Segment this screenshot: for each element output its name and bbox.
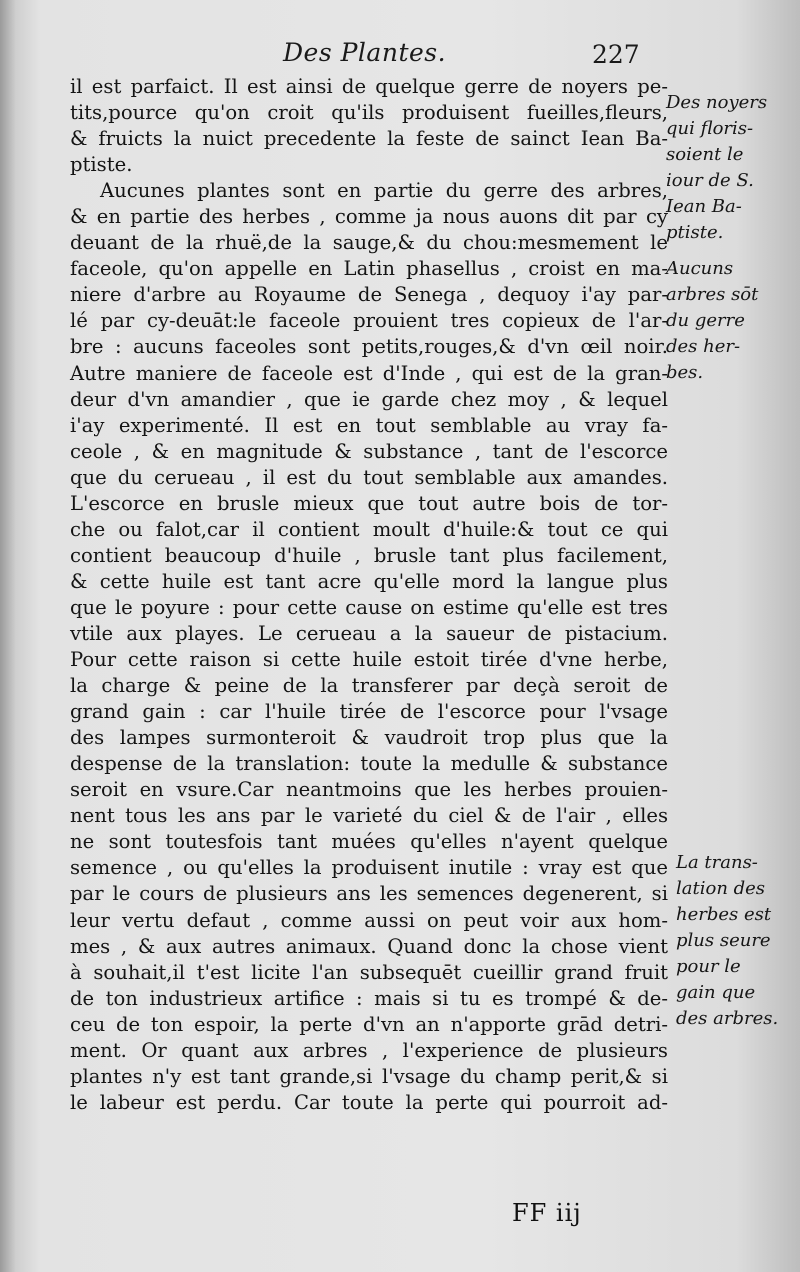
text-line: nent tous les ans par le varieté du ciel & de l'air , elles <box>70 804 668 828</box>
text-line: tits,pource qu'on croit qu'ils produisent fueilles,fleurs, <box>70 101 668 125</box>
text-line: que le poyure : pour cette cause on estime qu'elle est tres <box>70 595 668 619</box>
text-line: leur vertu defaut , comme aussi on peut voir aux hom- <box>70 908 668 932</box>
text-line: deuant de la rhuë,de la sauge,& du chou:mesmement le <box>70 231 668 255</box>
main-text-block <box>70 74 668 1116</box>
signature-mark: FF iij <box>512 1199 582 1227</box>
text-line: niere d'arbre au Royaume de Senega , dequoy i'ay par- <box>70 283 668 307</box>
text-line: mes , & aux autres animaux. Quand donc la chose vient <box>70 934 668 958</box>
margin-note-line: pour le <box>676 956 741 977</box>
text-line: Pour cette raison si cette huile estoit tirée d'vne herbe, <box>70 648 668 672</box>
text-line: Aucunes plantes sont en partie du gerre des arbres, <box>100 179 668 203</box>
margin-note-walnuts <box>666 90 796 246</box>
margin-note-line: iour de S. <box>666 170 754 191</box>
text-line: ptiste. <box>70 153 133 177</box>
text-line: despense de la translation: toute la medulle & substance <box>70 752 668 776</box>
margin-note-line: Aucuns <box>666 258 734 279</box>
text-line: ment. Or quant aux arbres , l'experience de plusieurs <box>70 1038 668 1062</box>
margin-note-line: bes. <box>666 362 704 383</box>
margin-note-line: du gerre <box>666 310 745 331</box>
text-line: semence , ou qu'elles la produisent inutile : vray est que <box>70 856 668 880</box>
margin-note-line: herbes est <box>676 904 772 925</box>
running-head: Des Plantes. <box>283 38 447 67</box>
page-number: 227 <box>592 40 640 69</box>
text-line: lé par cy-deuāt:le faceole prouient tres copieux de l'ar- <box>70 309 668 333</box>
margin-note-line: soient le <box>666 144 744 165</box>
text-line: contient beaucoup d'huile , brusle tant plus facilement, <box>70 543 668 567</box>
text-line: bre : aucuns faceoles sont petits,rouges,& d'vn œil noir. <box>70 335 668 359</box>
margin-note-line: lation des <box>676 878 766 899</box>
text-line: grand gain : car l'huile tirée de l'escorce pour l'vsage <box>70 700 668 724</box>
margin-note-line: qui floris- <box>666 118 754 139</box>
text-line: i'ay experimenté. Il est en tout semblable au vray fa- <box>70 413 668 437</box>
text-line: vtile aux playes. Le cerueau a la saueur de pistacium. <box>70 621 668 645</box>
margin-note-line: gain que <box>676 982 756 1003</box>
margin-note-line: arbres sōt <box>666 284 759 305</box>
text-line: plantes n'y est tant grande,si l'vsage du champ perit,& si <box>70 1064 668 1088</box>
text-line: che ou falot,car il contient moult d'huile:& tout ce qui <box>70 517 668 541</box>
text-line: deur d'vn amandier , que ie garde chez moy , & lequel <box>70 387 668 411</box>
margin-note-line: ptiste. <box>666 222 724 243</box>
text-line: ceole , & en magnitude & substance , tant de l'escorce <box>70 439 668 463</box>
text-line: des lampes surmonteroit & vaudroit trop plus que la <box>70 726 668 750</box>
margin-note-line: des her- <box>666 336 741 357</box>
margin-note-trees-herbs <box>666 256 796 386</box>
text-line: il est parfaict. Il est ainsi de quelque gerre de noyers pe- <box>70 75 668 98</box>
margin-note-line: Iean Ba- <box>666 196 742 217</box>
text-line: L'escorce en brusle mieux que tout autre bois de tor- <box>70 491 668 515</box>
text-line: & fruicts la nuict precedente la feste de sainct Iean Ba- <box>70 127 668 151</box>
text-line: la charge & peine de la transferer par deçà seroit de <box>70 674 668 698</box>
text-line: & cette huile est tant acre qu'elle mord la langue plus <box>70 569 668 593</box>
text-line: de ton industrieux artifice : mais si tu es trompé & de- <box>70 986 668 1010</box>
text-line: faceole, qu'on appelle en Latin phasellus , croist en ma- <box>70 257 668 281</box>
page-header <box>0 38 800 70</box>
margin-note-line: des arbres. <box>676 1008 779 1029</box>
text-line: seroit en vsure.Car neantmoins que les herbes prouien- <box>70 778 668 802</box>
text-line: & en partie des herbes , comme ja nous auons dit par cy <box>70 205 668 229</box>
text-line: le labeur est perdu. Car toute la perte qui pourroit ad- <box>70 1090 668 1114</box>
text-line: que du cerueau , il est du tout semblable aux amandes. <box>70 465 668 489</box>
text-line: ne sont toutesfois tant muées qu'elles n'ayent quelque <box>70 830 668 854</box>
margin-note-line: plus seure <box>676 930 771 951</box>
margin-note-line: Des noyers <box>666 92 768 113</box>
text-line: ceu de ton espoir, la perte d'vn an n'apporte grād detri- <box>70 1012 668 1036</box>
margin-note-line: La trans- <box>676 852 758 873</box>
margin-note-translation <box>676 850 800 1032</box>
text-line: à souhait,il t'est licite l'an subsequēt cueillir grand fruit <box>70 960 668 984</box>
text-line: Autre maniere de faceole est d'Inde , qui est de la gran- <box>70 361 668 385</box>
text-line: par le cours de plusieurs ans les semences degenerent, si <box>70 882 668 906</box>
